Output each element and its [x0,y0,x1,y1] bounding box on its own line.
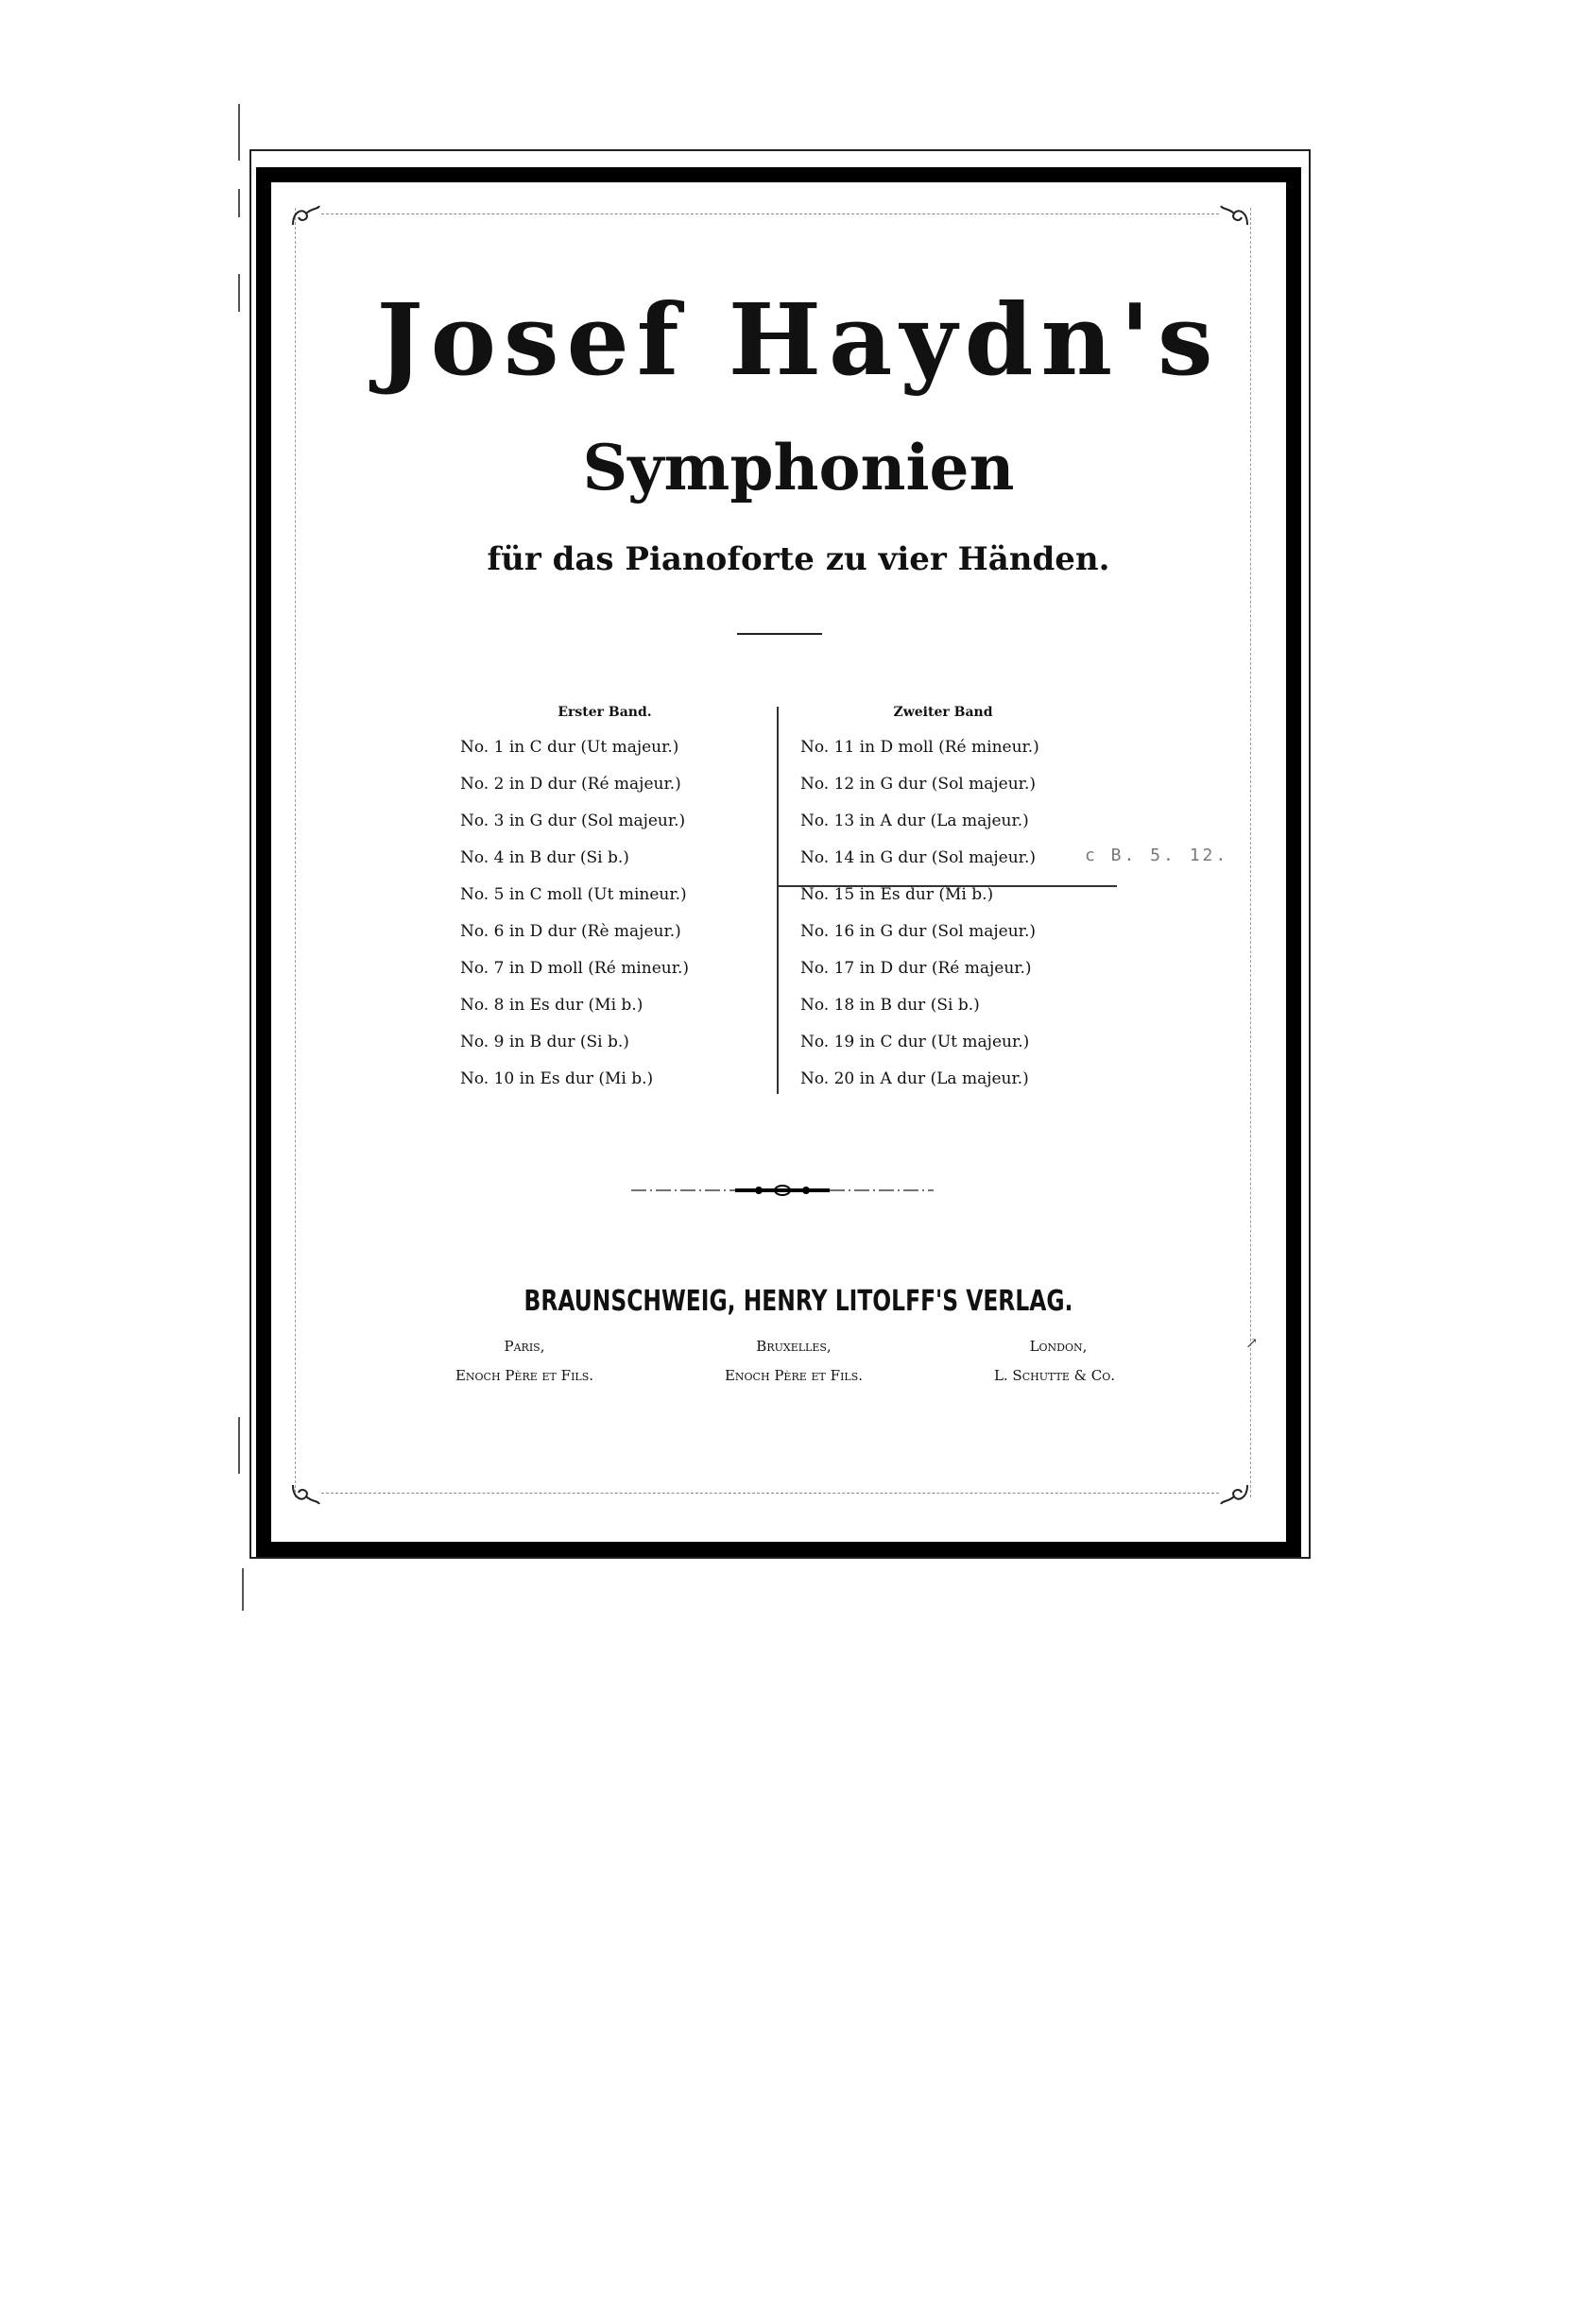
title-divider [737,633,822,635]
inner-bottom-rule [321,1493,1219,1494]
pencil-annotation: c B. 5. 12. [1085,846,1229,865]
band-1-heading: Erster Band. [558,705,652,720]
scan-margin-mark [242,1568,244,1611]
list-item: No. 4 in B dur (Si b.) [460,848,629,867]
list-item: No. 17 in D dur (Ré majeur.) [800,959,1032,978]
list-item: No. 12 in G dur (Sol majeur.) [800,775,1036,794]
list-item: No. 2 in D dur (Ré majeur.) [460,775,681,794]
column-divider [777,707,779,1094]
corner-ornament-icon [289,202,321,231]
work-title: Symphonien [582,431,1015,504]
agent-city-london: London, [1029,1338,1088,1355]
instrumentation-subtitle: für das Pianoforte zu vier Händen. [487,540,1110,578]
corner-ornament-icon [1219,1479,1251,1508]
list-item: No. 15 in Es dur (Mi b.) [800,885,994,904]
band-1-list [460,729,689,1098]
list-item: No. 3 in G dur (Sol majeur.) [460,812,686,830]
list-item: No. 16 in G dur (Sol majeur.) [800,922,1036,941]
list-item: No. 11 in D moll (Ré mineur.) [800,738,1039,757]
list-item: No. 14 in G dur (Sol majeur.) [800,848,1036,867]
margin-arrow-icon: ↗ [1245,1334,1259,1352]
scan-margin-mark [238,274,240,312]
list-item: No. 9 in B dur (Si b.) [460,1033,629,1051]
agent-city-paris: Paris, [504,1338,545,1355]
list-item: No. 19 in C dur (Ut majeur.) [800,1033,1030,1051]
scan-margin-mark [238,104,240,161]
list-item: No. 20 in A dur (La majeur.) [800,1069,1029,1088]
agent-firm-london: L. Schutte & Co. [993,1367,1116,1384]
corner-ornament-icon [1219,202,1251,231]
band-2-list [800,729,1039,1098]
agent-firm-paris: Enoch Père et Fils. [455,1367,594,1384]
band-2-heading: Zweiter Band [893,705,993,720]
list-item: No. 6 in D dur (Rè majeur.) [460,922,681,941]
list-item: No. 13 in A dur (La majeur.) [800,812,1029,830]
list-item: No. 1 in C dur (Ut majeur.) [460,738,679,757]
list-item: No. 5 in C moll (Ut mineur.) [460,885,687,904]
volume-split-rule [777,885,1117,887]
ornament-divider-icon [631,1181,934,1200]
agent-city-bruxelles: Bruxelles, [756,1338,832,1355]
list-item: No. 8 in Es dur (Mi b.) [460,996,644,1015]
scan-margin-mark [238,189,240,217]
corner-ornament-icon [289,1479,321,1508]
agent-firm-bruxelles: Enoch Père et Fils. [724,1367,864,1384]
list-item: No. 18 in B dur (Si b.) [800,996,980,1015]
list-item: No. 7 in D moll (Ré mineur.) [460,959,690,978]
publisher-line: BRAUNSCHWEIG, HENRY LITOLFF'S VERLAG. [523,1285,1073,1318]
list-item: No. 10 in Es dur (Mi b.) [460,1069,654,1088]
scan-margin-mark [238,1417,240,1474]
composer-title: Josef Haydn's [376,282,1221,398]
